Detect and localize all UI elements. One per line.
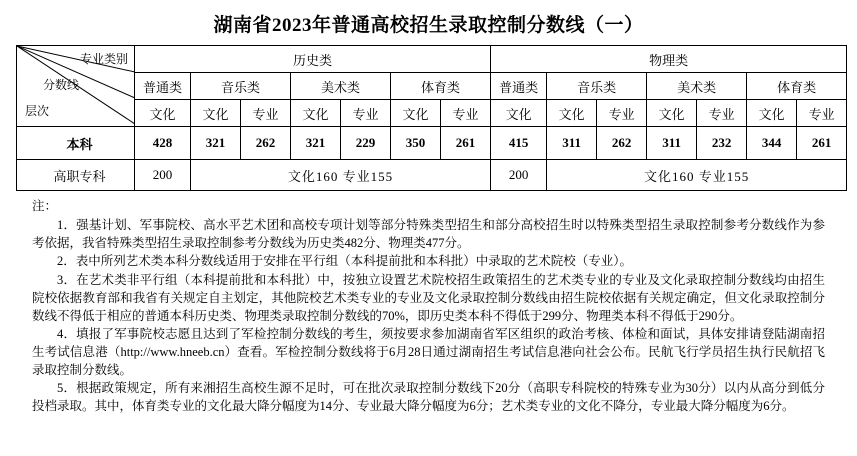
score-cell: 311 [547,127,597,160]
subgroup-physics-general: 普通类 [491,73,547,100]
column-header: 专业 [797,100,847,127]
table-corner-cell [17,46,135,127]
column-header: 文化 [191,100,241,127]
row-label-vocational: 高职专科 [17,160,135,191]
column-header: 文化 [135,100,191,127]
group-header-history: 历史类 [135,46,491,73]
score-cell: 350 [391,127,441,160]
note-item: 2．表中所列艺术类本科分数线适用于安排在平行组（本科提前批和本科批）中录取的艺术院校（专业）。 [57,254,633,269]
subgroup-history-sports: 体育类 [391,73,491,100]
corner-label-level: 层次 [25,104,50,118]
column-header: 文化 [647,100,697,127]
table-header-row-subgroups [17,73,847,100]
notes-heading: 注： [32,199,58,213]
subgroup-history-general: 普通类 [135,73,191,100]
column-header: 文化 [391,100,441,127]
subgroup-physics-art: 美术类 [647,73,747,100]
score-table [16,45,847,191]
subgroup-physics-music: 音乐类 [547,73,647,100]
table-header-row-groups [17,46,847,73]
score-cell: 200 [135,160,191,191]
merged-note-physics: 文化160 专业155 [547,160,847,191]
note-item: 3．在艺术类非平行组（本科提前批和本科批）中，按独立设置艺术院校招生政策招生的艺术类专业的专业及文化录取控制分数线均由招生院校依据教育部和我省有关规定自主划定，其他院校艺术类专业的专业及文化录取控制分数线由招生院校依据有关规定确定，但文化录取控制分数线不得低于相应的普通本科历史类、物理类录取控制分数线的70%，即历史类本科不得低于299分、物理类本科不得低于290分。 [32,272,825,323]
score-cell: 321 [291,127,341,160]
subgroup-physics-sports: 体育类 [747,73,847,100]
note-item: 4．填报了军事院校志愿且达到了军检控制分数线的考生，须按要求参加湖南省军区组织的政治考核、体检和面试，具体安排请登陆湖南招生考试信息港（http://www.hneeb.cn）查看。军检控制分数线将于6月28日通过湖南招生考试信息港向社会公布。民航飞行学员招生执行民航招飞录取控制分数线。 [32,326,825,378]
merged-note-history: 文化160 专业155 [191,160,491,191]
score-cell: 232 [697,127,747,160]
column-header: 文化 [291,100,341,127]
notes-section [32,197,825,416]
column-header: 文化 [491,100,547,127]
score-cell: 261 [441,127,491,160]
column-header: 专业 [341,100,391,127]
column-header: 专业 [441,100,491,127]
subgroup-history-art: 美术类 [291,73,391,100]
column-header: 专业 [241,100,291,127]
score-cell: 311 [647,127,697,160]
score-cell: 428 [135,127,191,160]
page-title: 湖南省2023年普通高校招生录取控制分数线（一） [213,15,644,36]
score-cell: 262 [241,127,291,160]
column-header: 文化 [547,100,597,127]
table-header-row-columns [17,100,847,127]
table-row [17,160,847,191]
column-header: 专业 [697,100,747,127]
table-row [17,127,847,160]
score-cell: 344 [747,127,797,160]
score-cell: 261 [797,127,847,160]
score-cell: 415 [491,127,547,160]
score-cell: 321 [191,127,241,160]
subgroup-history-music: 音乐类 [191,73,291,100]
group-header-physics: 物理类 [491,46,847,73]
score-cell: 229 [341,127,391,160]
corner-label-score-line: 分数线 [43,78,80,92]
note-item: 1．强基计划、军事院校、高水平艺术团和高校专项计划等部分特殊类型招生和部分高校招生时以特殊类型招生录取控制参考分数线作为参考依据，我省特殊类型招生录取控制参考分数线为历史类482分、物理类477分。 [32,218,825,251]
column-header: 文化 [747,100,797,127]
score-cell: 262 [597,127,647,160]
corner-label-major-category: 专业类别 [79,52,128,66]
row-label-undergraduate: 本科 [17,127,135,160]
note-item: 5．根据政策规定，所有来湘招生高校生源不足时，可在批次录取控制分数线下20分（高职专科院校的特殊专业为30分）以内从高分到低分投档录取。其中，体育类专业的文化最大降分幅度为14分、专业最大降分幅度为6分；艺术类专业的文化不降分，专业最大降分幅度为6分。 [32,381,825,414]
column-header: 专业 [597,100,647,127]
score-cell: 200 [491,160,547,191]
